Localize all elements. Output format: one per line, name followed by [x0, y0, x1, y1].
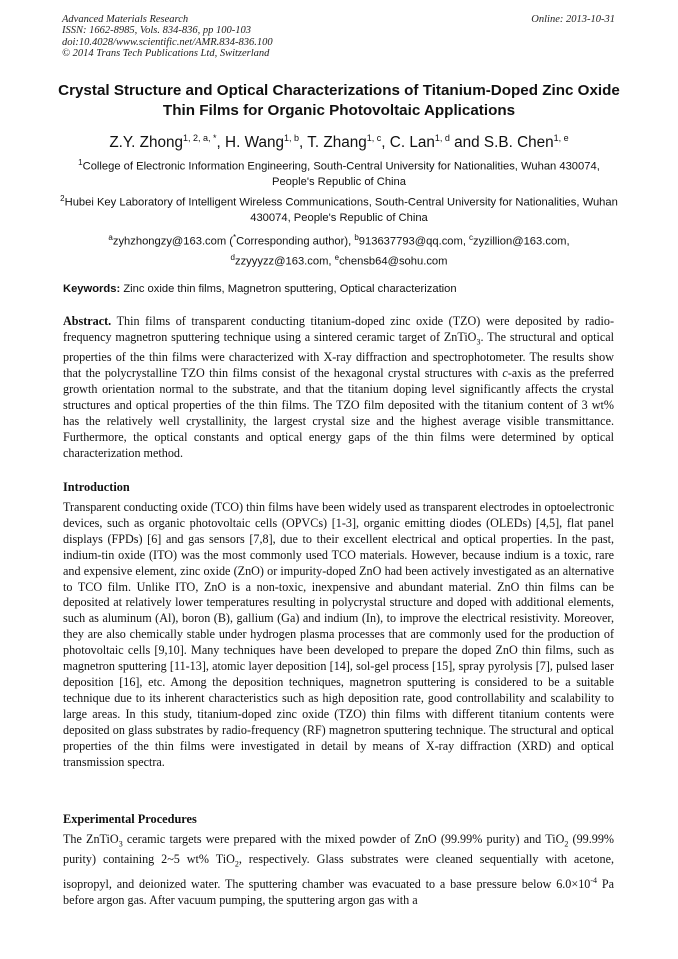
- paper-title: Crystal Structure and Optical Characterizations of Titanium-Doped Zinc Oxide Thin Films for Organic Photovoltaic Applications: [58, 82, 620, 119]
- online-date: Online: 2013-10-31: [531, 14, 615, 25]
- author-affil-mark: 1, d: [434, 133, 450, 143]
- author-affil-mark: 1, 2, a, *: [183, 133, 217, 143]
- affiliation-1: $^1$College of Electronic Information Engineering, South-Central University for Nationalities, Wuhan 430074, People's Republic of China: [78, 158, 600, 189]
- author-affil-mark: 1, c: [366, 133, 382, 143]
- abstract: Abstract. Thin films of transparent conducting titanium-doped zinc oxide (TZO) were deposited by radio-frequency magnetron sputtering technique using a sintered ceramic target of ZnTiO$_3$. The structural and optical properties of the thin films were characterized with X-ray diffraction and spectrophotometer. The results show that the polycrystalline TZO thin films consist of the hexagonal crystal structures with c-axis as the preferred growth orientation normal to the substrate, and that the titanium doping level significantly affects the crystal structures and optical properties of the thin films. The TZO film deposited with the titanium content of 3 wt% has the relatively well crystallinity, the largest crystal size and the highest average visible transmittance. Furthermore, the optical constants and optical energy gaps of the thin films were determined by optical characterization method.: [63, 314, 614, 460]
- email-list: $^a$zyhzhongzy@163.com (*Corresponding author), $^b$913637793@qq.com, $^c$zyzillion@163.com, $^d$zzyyyzz@163.com, $^e$chensb64@sohu.com: [108, 233, 570, 268]
- affiliation-2: $^2$Hubei Key Laboratory of Intelligent Wireless Communications, South-Central University for Nationalities, Wuhan 430074, People's Republic of China: [60, 194, 618, 225]
- keywords: [63, 282, 615, 296]
- experimental-heading: Experimental Procedures: [63, 812, 197, 826]
- copyright-line: © 2014 Trans Tech Publications Ltd, Switzerland: [62, 47, 270, 59]
- introduction-heading: Introduction: [63, 480, 130, 494]
- author-name: H. Wang: [225, 134, 284, 152]
- author-name: S.B. Chen: [483, 134, 554, 152]
- introduction-text: Transparent conducting oxide (TCO) thin films have been widely used as transparent electrodes in optoelectronic devices, such as organic photovoltaic cells (OPVCs) [1-3], organic emitting diodes (OLEDs) [4,5], flat panel displays (FPDs) [6] and gas sensors [7,8], due to their excellent electrical and optical properties. In the past, indium-tin oxide (ITO) was the most commonly used TCO materials. However, because indium is a toxic, rare and expensive element, zinc oxide (ZnO) or impurity-doped ZnO had been actively investigated as an alternative to TCO film. Unlike ITO, ZnO is a non-toxic, inexpensive and abundant material. ZnO thin films can be deposited at relatively lower temperatures resulting in polycrystal structure and doped with additional elements, such as aluminum (Al), boron (B), gallium (Ga) and indium (In), to improve the electrical resistivity. Moreover, they are also chemically stable under hydrogen plasma processes that are commonly used for the production of photovoltaic cells [9,10]. Many techniques have been developed to prepare the doped ZnO thin films, such as magnetron sputtering [11-13], atomic layer deposition [14], sol-gel process [15], spray pyrolysis [7], pulsed laser deposition [16], etc. Among the deposition techniques, magnetron sputtering is considered to be a suitable technique due to its inherent characteristics such as high deposition rate, good controllability and scalability to large areas. In this study, titanium-doped zinc oxide (TZO) thin films with different titanium contents were deposited on glass substrates by radio-frequency (RF) magnetron sputtering technique. The structural and optical properties of the thin films were investigated in detail by means of X-ray diffraction (XRD) and optical transmission spectra.: [63, 500, 614, 769]
- experimental-text: The ZnTiO$_3$ ceramic targets were prepared with the mixed powder of ZnO (99.99% purity) and TiO$_2$ (99.99% purity) containing 2~5 wt% TiO$_2$, respectively. Glass substrates were cleaned sequentially with acetone, isopropyl, and deionized water. The sputtering chamber was evacuated to a base pressure below $6.0\times 10^{-4}$ Pa before argon gas. After vacuum pumping, the sputtering argon gas with a: [63, 832, 614, 907]
- keywords-text: Zinc oxide thin films, Magnetron sputtering, Optical characterization: [123, 283, 457, 295]
- journal-header: [62, 14, 273, 59]
- author-list: Z.Y. Zhong$^{1, 2, a, *}$, H. Wang$^{1, b}$, T. Zhang$^{1, c}$, C. Lan$^{1, d}$ and S.B. Chen$^{1, e}$: [109, 133, 569, 152]
- issn-line: ISSN: 1662-8985, Vols. 834-836, pp 100-103: [62, 25, 251, 37]
- keywords-label: Keywords:: [63, 283, 121, 295]
- author-name: Z.Y. Zhong: [109, 134, 184, 152]
- author-affil-mark: 1, b: [284, 133, 300, 143]
- author-name: C. Lan: [389, 134, 435, 152]
- doi-line: doi:10.4028/www.scientific.net/AMR.834-836.100: [62, 36, 273, 48]
- author-affil-mark: 1, e: [553, 133, 569, 143]
- abstract-label: Abstract.: [63, 314, 112, 328]
- journal-name: Advanced Materials Research: [62, 14, 189, 25]
- author-name: T. Zhang: [307, 134, 367, 152]
